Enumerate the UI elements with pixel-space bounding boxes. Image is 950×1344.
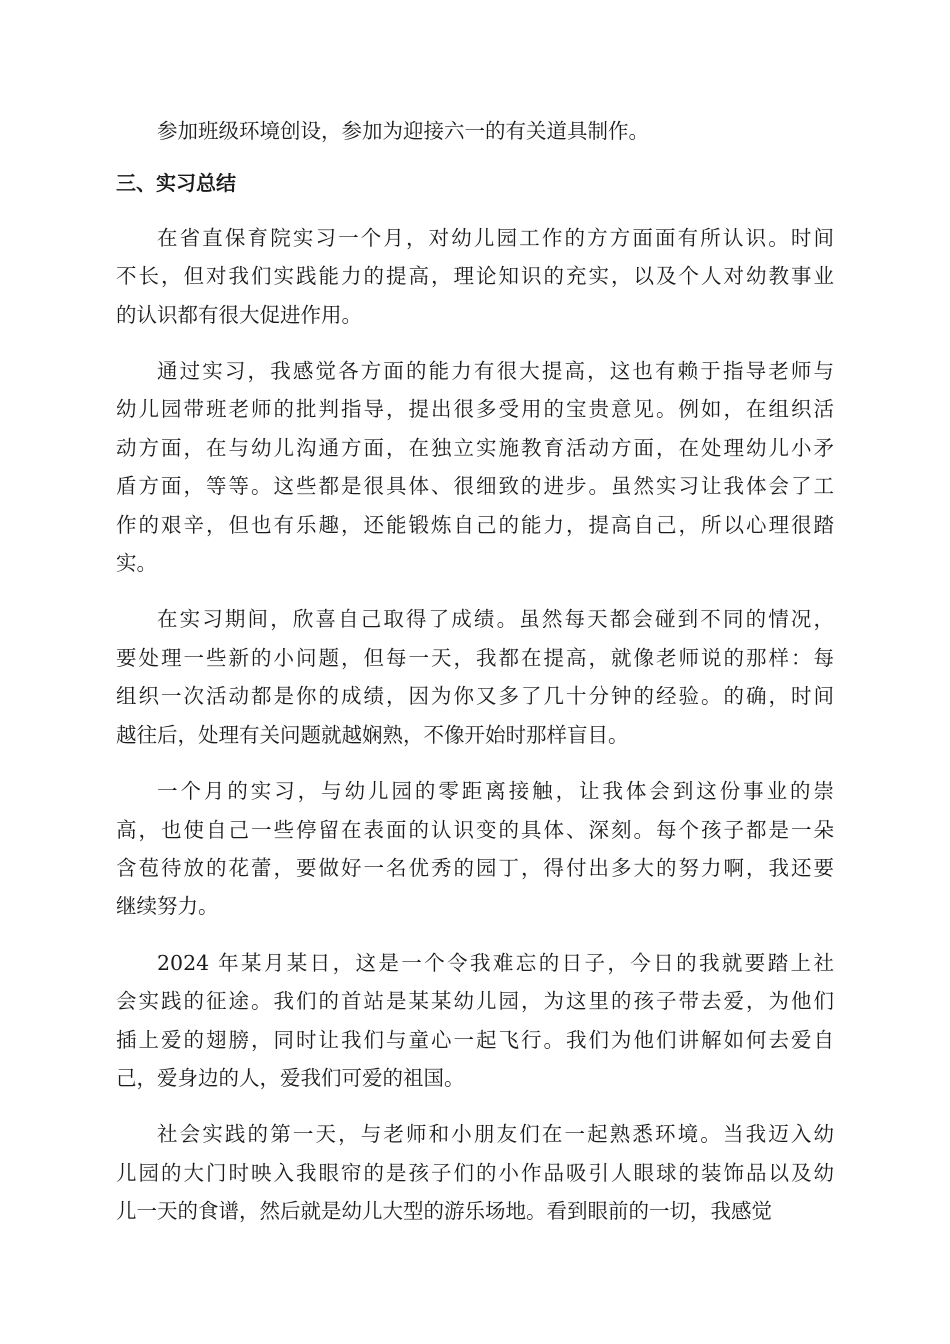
paragraph-line: 儿园的大门时映入我眼帘的是孩子们的小作品吸引人眼球的装饰品以及幼 xyxy=(116,1160,834,1185)
paragraph-line: 越往后，处理有关问题就越娴熟，不像开始时那样盲目。 xyxy=(116,722,629,747)
paragraph-line: 插上爱的翅膀，同时让我们与童心一起飞行。我们为他们讲解如何去爱自 xyxy=(116,1027,834,1052)
paragraph-line: 一个月的实习，与幼儿园的零距离接触，让我体会到这份事业的崇 xyxy=(157,779,834,804)
paragraph-line: 不长，但对我们实践能力的提高，理论知识的充实，以及个人对幼教事业 xyxy=(116,264,834,289)
paragraph-line: 在省直保育院实习一个月，对幼儿园工作的方方面面有所认识。时间 xyxy=(157,225,834,250)
intro-line: 参加班级环境创设，参加为迎接六一的有关道具制作。 xyxy=(157,119,649,143)
paragraph-line: 己，爱身边的人，爱我们可爱的祖国。 xyxy=(116,1065,465,1090)
document-body xyxy=(116,112,834,1249)
body-paragraph xyxy=(116,1115,834,1230)
body-paragraph xyxy=(116,944,834,1098)
paragraph-line: 组织一次活动都是你的成绩，因为你又多了几十分钟的经验。的确，时间 xyxy=(116,684,834,709)
paragraph-line: 继续努力。 xyxy=(116,894,219,919)
paragraph-line: 会实践的征途。我们的首站是某某幼儿园，为这里的孩子带去爱，为他们 xyxy=(116,989,834,1014)
paragraph-line: 社会实践的第一天，与老师和小朋友们在一起熟悉环境。当我迈入幼 xyxy=(157,1122,834,1147)
paragraph-line: 作的艰辛，但也有乐趣，还能锻炼自己的能力，提高自己，所以心理很踏 xyxy=(116,512,834,537)
paragraph-line: 儿一天的食谱，然后就是幼儿大型的游乐场地。看到眼前的一切，我感觉 xyxy=(116,1199,772,1224)
paragraph-line: 2024 年某月某日，这是一个令我难忘的日子，今日的我就要踏上社 xyxy=(157,950,834,975)
body-paragraph xyxy=(116,219,834,334)
section-heading: 三、实习总结 xyxy=(116,171,236,196)
intro-paragraph xyxy=(116,112,834,150)
paragraph-line: 在实习期间，欣喜自己取得了成绩。虽然每天都会碰到不同的情况， xyxy=(157,607,834,632)
body-paragraph xyxy=(116,352,834,582)
paragraph-line: 的认识都有很大促进作用。 xyxy=(116,302,362,327)
paragraph-line: 要处理一些新的小问题，但每一天，我都在提高，就像老师说的那样：每 xyxy=(116,645,834,670)
paragraph-list xyxy=(116,219,834,1231)
body-paragraph xyxy=(116,600,834,754)
paragraph-line: 实。 xyxy=(116,551,157,576)
paragraph-line: 幼儿园带班老师的批判指导，提出很多受用的宝贵意见。例如，在组织活 xyxy=(116,397,834,422)
paragraph-line: 盾方面，等等。这些都是很具体、很细致的进步。虽然实习让我体会了工 xyxy=(116,474,834,499)
body-paragraph xyxy=(116,772,834,926)
paragraph-line: 高，也使自己一些停留在表面的认识变的具体、深刻。每个孩子都是一朵 xyxy=(116,817,834,842)
paragraph-line: 动方面，在与幼儿沟通方面，在独立实施教育活动方面，在处理幼儿小矛 xyxy=(116,435,834,460)
paragraph-line: 通过实习，我感觉各方面的能力有很大提高，这也有赖于指导老师与 xyxy=(157,359,834,384)
paragraph-line: 含苞待放的花蕾，要做好一名优秀的园丁，得付出多大的努力啊，我还要 xyxy=(116,855,834,880)
